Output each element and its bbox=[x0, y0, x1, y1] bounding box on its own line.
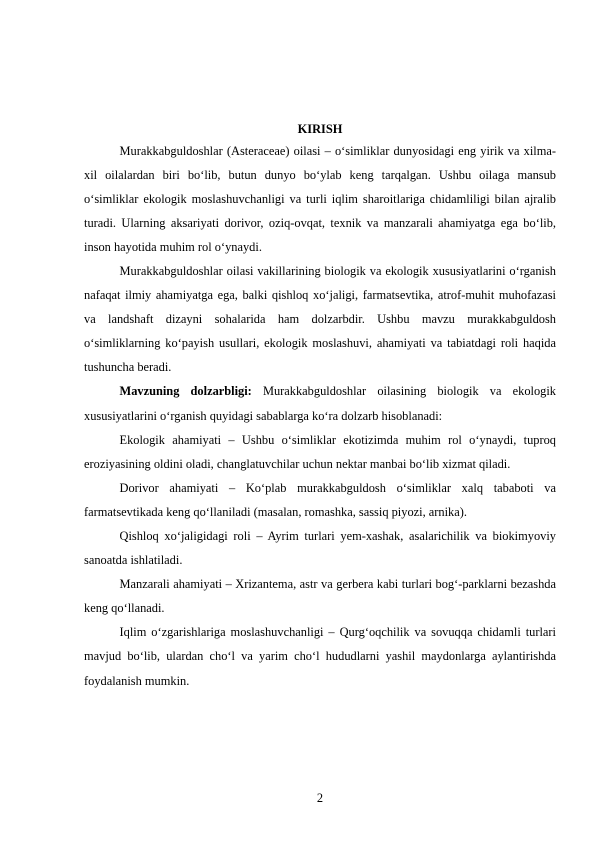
page-number: 2 bbox=[316, 791, 324, 805]
paragraph-intro bbox=[84, 139, 556, 259]
document-page bbox=[84, 0, 556, 842]
paragraph-text: Murakkabguldoshlar (Asteraceae) oilasi – o‘simliklar dunyosidagi eng yirik va xilma-xil oilalardan biri bo‘lib, butun dunyo bo‘ylab keng tarqalgan. Ushbu oilaga mansub o‘simliklar ekologik moslashuvchanligi va turli iqlim sharoitlariga chidamliligi bilan ajralib turadi. Ularning aksariyati dorivor, oziq-ovqat, texnik va manzarali ahamiyatga ega bo‘lib, inson hayotida muhim rol o‘ynaydi. bbox=[84, 143, 556, 254]
paragraph-text: Dorivor ahamiyati – Ko‘plab murakkabguldosh o‘simliklar xalq tababoti va farmatsevtikada keng qo‘llaniladi (masalan, romashka, sassiq piyozi, arnika). bbox=[84, 480, 556, 519]
paragraph-text: Murakkabguldoshlar oilasining biologik va ekologik xususiyatlarini o‘rganish quyidagi sabablarga ko‘ra dolzarb hisoblanadi: bbox=[84, 384, 556, 423]
paragraph-ecological bbox=[84, 428, 556, 476]
paragraph-text: Manzarali ahamiyati – Xrizantema, astr va gerbera kabi turlari bog‘-parklarni bezashda keng qo‘llanadi. bbox=[84, 577, 556, 616]
paragraph-agriculture bbox=[84, 524, 556, 572]
paragraph-lead-relevance: Mavzuning dolzarbligi: bbox=[119, 384, 252, 399]
paragraph-study bbox=[84, 259, 556, 379]
paragraph-ornamental bbox=[84, 572, 556, 620]
paragraph-medicinal bbox=[84, 476, 556, 524]
paragraph-text: Ekologik ahamiyati – Ushbu o‘simliklar ekotizimda muhim rol o‘ynaydi, tuproq eroziyasining oldini oladi, changlatuvchilar uchun nektar manbai bo‘lib xizmat qiladi. bbox=[84, 432, 556, 471]
paragraph-text: Murakkabguldoshlar oilasi vakillarining biologik va ekologik xususiyatlarini o‘rganish nafaqat ilmiy ahamiyatga ega, balki qishloq xo‘jaligi, farmatsevtika, atrof-muhit muhofazasi va landshaft dizayni sohalarida ham dolzarbdir. Ushbu mavzu murakkabguldosh o‘simliklarning ko‘payish usullari, ekologik moslashuvi, ahamiyati va tabiatdagi roli haqida tushuncha beradi. bbox=[84, 263, 556, 375]
page-title: KIRISH bbox=[297, 122, 343, 136]
body-text bbox=[84, 139, 556, 693]
paragraph-relevance bbox=[84, 379, 556, 427]
paragraph-climate bbox=[84, 620, 556, 692]
paragraph-text: Iqlim o‘zgarishlariga moslashuvchanligi – Qurg‘oqchilik va sovuqqa chidamli turlari mavjud bo‘lib, ulardan cho‘l va yarim cho‘l hududlarni yashil maydonlarga aylantirishda foydalanish mumkin. bbox=[84, 625, 556, 688]
paragraph-text: Qishloq xo‘jaligidagi roli – Ayrim turlari yem-xashak, asalarichilik va biokimyoviy sanoatda ishlatiladi. bbox=[84, 529, 556, 568]
